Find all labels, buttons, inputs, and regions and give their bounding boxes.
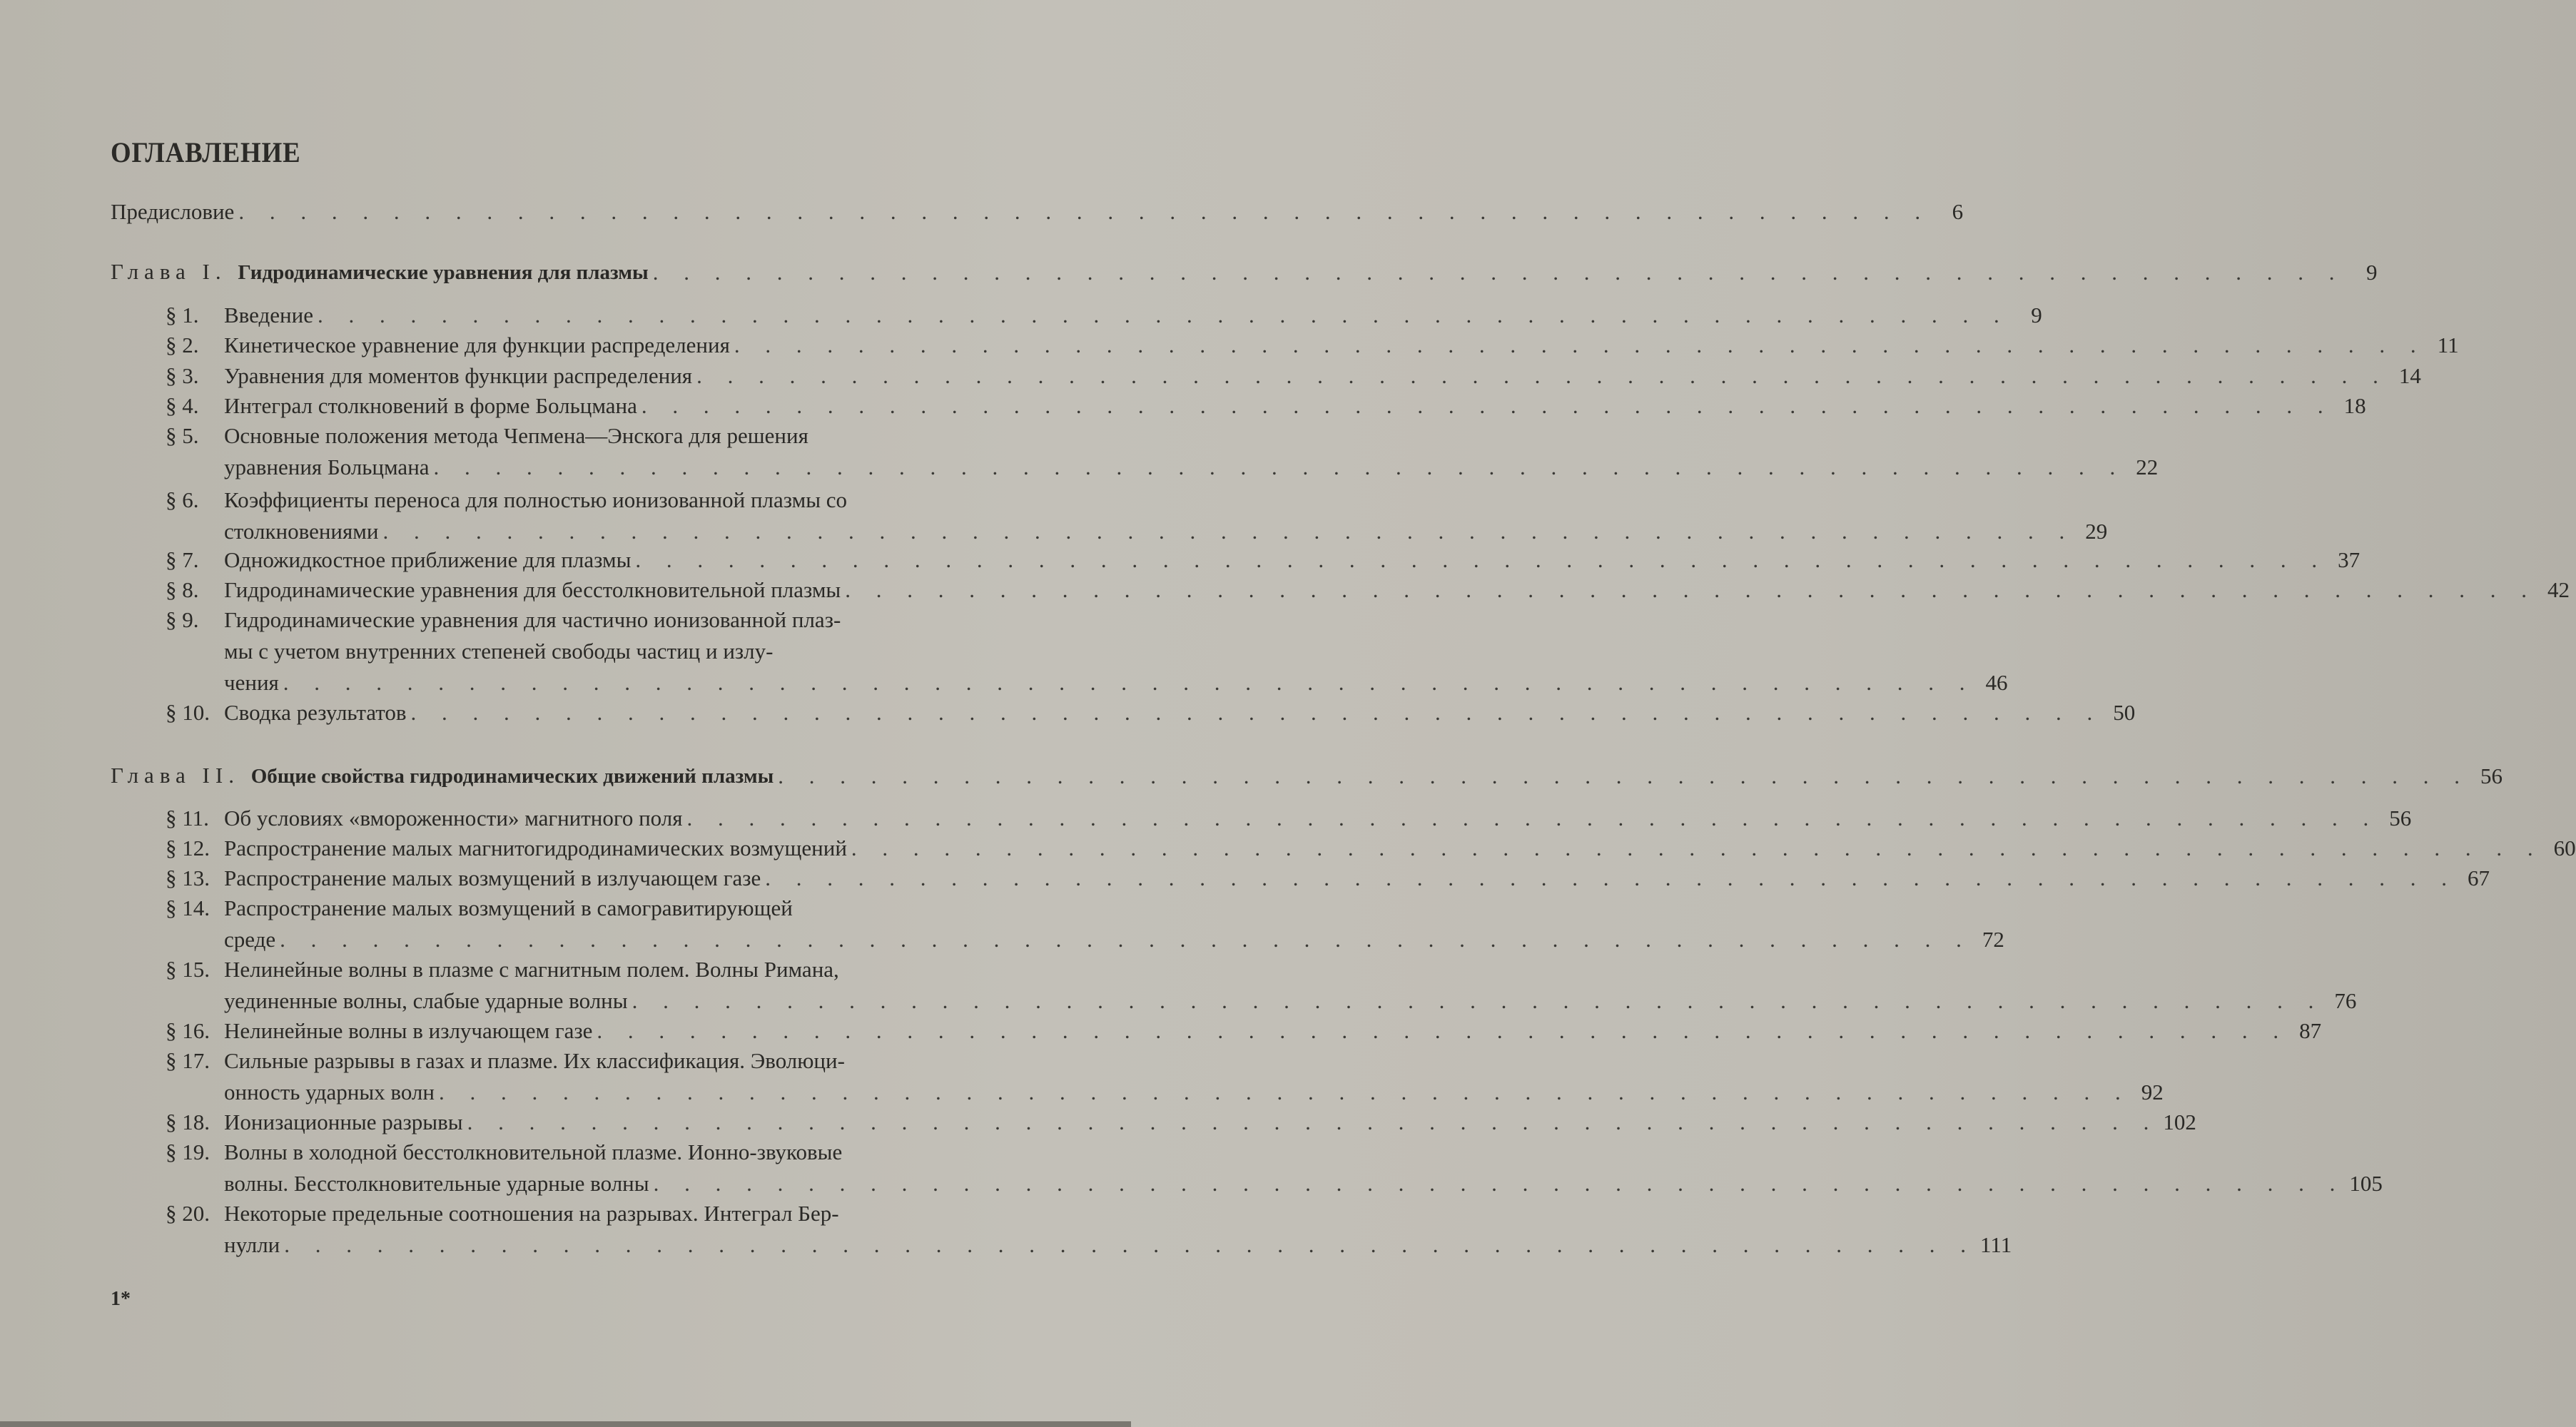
- section-title-text: Нелинейные волны в плазме с магнитным полем. Волны Римана,: [224, 957, 839, 982]
- page-number: 60: [2553, 836, 2576, 860]
- page-number: 102: [2163, 1109, 2196, 1134]
- section-title-text: Сильные разрывы в газах и плазме. Их классификация. Эволюци-: [224, 1048, 845, 1073]
- dot-leader: . . . . . . . . . . . . . . . . . . . . . . . . . . . . . . . . . . . . . . . . . . . . . . . . . . . . . . .: [635, 547, 2328, 572]
- section-title-text: Введение: [224, 303, 313, 327]
- printer-signature: 1*: [111, 1288, 131, 1310]
- dot-leader: . . . . . . . . . . . . . . . . . . . . . . . . . . . . . . . . . . . . . . . . . . . . . . . . . . . . . . .: [597, 1018, 2289, 1043]
- toc-entry-section: [166, 547, 2361, 574]
- dot-leader: . . . . . . . . . . . . . . . . . . . . . . . . . . . . . . . . . . . . . . . . . . . . . . . . . . . . . . .: [652, 260, 2345, 285]
- toc-entry-section: [166, 577, 2570, 604]
- section-title-text: Распространение малых возмущений в самогравитирующей: [224, 895, 793, 920]
- entry-title: [166, 1017, 592, 1045]
- section-title-text: нулли: [224, 1232, 280, 1257]
- dot-leader: . . . . . . . . . . . . . . . . . . . . . . . . . . . . . . . . . . . . . . . . . . . . . . . . . . . . . . .: [845, 577, 2537, 602]
- section-title-text: Волны в холодной бесстолкновительной плазме. Ионно-звуковые: [224, 1139, 843, 1164]
- page-edge: [0, 1421, 1131, 1427]
- entry-title: [166, 577, 841, 604]
- page-number: 56: [2389, 806, 2412, 831]
- chapter-title: Общие свойства гидродинамических движений плазмы: [250, 765, 774, 788]
- page-number: 105: [2349, 1171, 2383, 1196]
- toc-entry-section: [166, 805, 2412, 832]
- page-number: 67: [2468, 865, 2490, 890]
- section-number: § 17.: [166, 1048, 210, 1073]
- toc-entry-section: [166, 362, 2421, 390]
- dot-leader: . . . . . . . . . . . . . . . . . . . . . . . . . . . . . . . . . . . . . . . . . . . . . . . . . . . . . . .: [284, 1232, 1977, 1257]
- entry-title: [224, 669, 279, 696]
- entry-title: [166, 392, 637, 420]
- page-number: 11: [2437, 332, 2459, 357]
- page-number: 76: [2334, 988, 2357, 1013]
- dot-leader: . . . . . . . . . . . . . . . . . . . . . . . . . . . . . . . . . . . . . . . . . . . . . . . . . . . . . . .: [433, 454, 2126, 479]
- section-title-text: столкновениями: [224, 519, 379, 544]
- page-title: ОГЛАВЛЕНИЕ: [111, 136, 301, 168]
- dot-leader: . . . . . . . . . . . . . . . . . . . . . . . . . . . . . . . . . . . . . . . . . . . . . . . . . . . . . . .: [632, 988, 2324, 1013]
- entry-title: [111, 198, 234, 225]
- section-number: § 10.: [166, 700, 210, 725]
- toc-entry-section: [166, 835, 2576, 862]
- section-first-line: [166, 1047, 845, 1075]
- preface-label: Предисловие: [111, 199, 235, 224]
- page-number: 50: [2113, 700, 2136, 725]
- section-title-text: Гидродинамические уравнения для частично ионизованной плаз-: [224, 607, 841, 632]
- section-title-text: Гидродинамические уравнения для бесстолкновительной плазмы: [224, 577, 841, 602]
- dot-leader: . . . . . . . . . . . . . . . . . . . . . . . . . . . . . . . . . . . . . . . . . . . . . . . . . . . . . . .: [317, 303, 2009, 327]
- section-number: § 19.: [166, 1139, 210, 1164]
- section-number: § 13.: [166, 865, 210, 890]
- entry-title: [166, 805, 683, 832]
- section-number: § 16.: [166, 1018, 210, 1043]
- section-title-text: уравнения Больцмана: [224, 454, 430, 479]
- section-title-text: Об условиях «вмороженности» магнитного поля: [224, 806, 683, 831]
- entry-title: [224, 518, 378, 545]
- dot-leader: . . . . . . . . . . . . . . . . . . . . . . . . . . . . . . . . . . . . . . . . . . . . . . . . . . . . . . .: [410, 700, 2103, 725]
- dot-leader: . . . . . . . . . . . . . . . . . . . . . . . . . . . . . . . . . . . . . . . . . . . . . . . . . . . . . . .: [641, 393, 2333, 418]
- section-title-text: волны. Бесстолкновительные ударные волны: [224, 1171, 649, 1196]
- toc-entry-section: [224, 1170, 2383, 1197]
- toc-entry-section: [166, 699, 2136, 726]
- page-number: 9: [2365, 260, 2378, 285]
- section-title-text: Интеграл столкновений в форме Больцмана: [224, 393, 637, 418]
- section-title-text: Сводка результатов: [224, 700, 407, 725]
- page-number: 46: [1985, 670, 2008, 695]
- page-number: 37: [2338, 547, 2361, 572]
- toc-entry-section: [224, 1079, 2164, 1106]
- section-number: § 6.: [166, 487, 199, 512]
- entry-title: [166, 865, 761, 892]
- page-number: 22: [2136, 454, 2159, 479]
- toc-entry-section: [166, 302, 2042, 329]
- section-number: § 20.: [166, 1201, 210, 1226]
- section-first-line: [166, 422, 808, 450]
- dot-leader: . . . . . . . . . . . . . . . . . . . . . . . . . . . . . . . . . . . . . . . . . . . . . . . . . . . . . . .: [438, 1080, 2131, 1104]
- section-title-text: Распространение малых возмущений в излучающем газе: [224, 865, 761, 890]
- section-first-line: [166, 956, 839, 983]
- entry-title: [224, 987, 628, 1015]
- section-number: § 4.: [166, 393, 199, 418]
- section-title-text: чения: [224, 670, 279, 695]
- toc-entry-section: [224, 518, 2108, 545]
- section-title-text: онность ударных волн: [224, 1080, 435, 1104]
- toc-entry-preface: [111, 198, 1964, 225]
- dot-leader: . . . . . . . . . . . . . . . . . . . . . . . . . . . . . . . . . . . . . . . . . . . . . . . . . . . . . . .: [238, 199, 1931, 224]
- section-continuation-line: мы с учетом внутренних степеней свободы частиц и излу-: [224, 639, 774, 664]
- section-first-line: [166, 1200, 839, 1227]
- entry-title: [224, 1170, 649, 1197]
- entry-title: [166, 362, 692, 390]
- toc-entry-chapter: [111, 258, 2378, 286]
- page-number: 29: [2085, 519, 2108, 544]
- toc-entry-section: [224, 1232, 2012, 1259]
- page-number: 87: [2299, 1018, 2322, 1043]
- dot-leader: . . . . . . . . . . . . . . . . . . . . . . . . . . . . . . . . . . . . . . . . . . . . . . . . . . . . . . .: [851, 836, 2543, 860]
- section-title-text: Ионизационные разрывы: [224, 1109, 463, 1134]
- dot-leader: . . . . . . . . . . . . . . . . . . . . . . . . . . . . . . . . . . . . . . . . . . . . . . . . . . . . . . .: [734, 332, 2426, 357]
- entry-title: [166, 302, 313, 329]
- chapter-label: Глава I.: [111, 259, 238, 284]
- dot-leader: . . . . . . . . . . . . . . . . . . . . . . . . . . . . . . . . . . . . . . . . . . . . . . . . . . . . . . .: [765, 865, 2458, 890]
- section-number: § 11.: [166, 806, 209, 831]
- section-title-text: Одножидкостное приближение для плазмы: [224, 547, 632, 572]
- dot-leader: . . . . . . . . . . . . . . . . . . . . . . . . . . . . . . . . . . . . . . . . . . . . . . . . . . . . . . .: [467, 1109, 2159, 1134]
- entry-title: [166, 332, 730, 359]
- section-number: § 14.: [166, 895, 210, 920]
- entry-title: [224, 454, 430, 481]
- section-title-text: Распространение малых магнитогидродинамических возмущений: [224, 836, 847, 860]
- toc-entry-section: [224, 926, 2004, 953]
- section-number: § 18.: [166, 1109, 210, 1134]
- chapter-title: Гидродинамические уравнения для плазмы: [238, 261, 649, 284]
- entry-title: [111, 258, 649, 286]
- dot-leader: . . . . . . . . . . . . . . . . . . . . . . . . . . . . . . . . . . . . . . . . . . . . . . . . . . . . . . .: [283, 670, 1975, 695]
- toc-entry-section: [224, 669, 2008, 696]
- chapter-label: Глава II.: [111, 763, 251, 788]
- section-number: § 7.: [166, 547, 199, 572]
- page-number: 56: [2480, 763, 2503, 788]
- section-number: § 12.: [166, 836, 210, 860]
- section-title-text: Основные положения метода Чепмена—Энскога для решения: [224, 423, 808, 448]
- toc-entry-section: [166, 1017, 2322, 1045]
- dot-leader: . . . . . . . . . . . . . . . . . . . . . . . . . . . . . . . . . . . . . . . . . . . . . . . . . . . . . . .: [653, 1171, 2346, 1196]
- toc-entry-section: [166, 1109, 2196, 1136]
- entry-title: [224, 1079, 435, 1106]
- entry-title: [111, 762, 774, 790]
- toc-entry-section: [166, 865, 2490, 892]
- page-number: 92: [2141, 1080, 2164, 1104]
- entry-title: [166, 1109, 463, 1136]
- entry-title: [166, 699, 407, 726]
- section-title-text: среде: [224, 927, 276, 952]
- entry-title: [224, 1232, 280, 1259]
- toc-entry-section: [166, 332, 2459, 359]
- page-number: 72: [1982, 927, 2004, 952]
- section-number: § 5.: [166, 423, 199, 448]
- dot-leader: . . . . . . . . . . . . . . . . . . . . . . . . . . . . . . . . . . . . . . . . . . . . . . . . . . . . . . .: [382, 519, 2075, 544]
- section-title-text: уединенные волны, слабые ударные волны: [224, 988, 628, 1013]
- toc-entry-section: [224, 454, 2159, 481]
- page-number: 9: [2031, 303, 2042, 327]
- dot-leader: . . . . . . . . . . . . . . . . . . . . . . . . . . . . . . . . . . . . . . . . . . . . . . . . . . . . . . .: [696, 363, 2388, 388]
- page-number: 6: [1952, 199, 1964, 224]
- toc-entry-chapter: [111, 762, 2503, 790]
- section-number: § 15.: [166, 957, 210, 982]
- dot-leader: . . . . . . . . . . . . . . . . . . . . . . . . . . . . . . . . . . . . . . . . . . . . . . . . . . . . . . .: [280, 927, 1972, 952]
- section-title-text: Уравнения для моментов функции распределения: [224, 363, 693, 388]
- page-number: 18: [2343, 393, 2366, 418]
- entry-title: [224, 926, 275, 953]
- section-number: § 8.: [166, 577, 199, 602]
- section-first-line: [166, 895, 793, 922]
- toc-entry-section: [166, 392, 2366, 420]
- section-first-line: [166, 487, 847, 514]
- dot-leader: . . . . . . . . . . . . . . . . . . . . . . . . . . . . . . . . . . . . . . . . . . . . . . . . . . . . . . .: [686, 806, 2379, 831]
- dot-leader: . . . . . . . . . . . . . . . . . . . . . . . . . . . . . . . . . . . . . . . . . . . . . . . . . . . . . . .: [778, 763, 2470, 788]
- section-title-text: Коэффициенты переноса для полностью ионизованной плазмы со: [224, 487, 848, 512]
- section-number: § 9.: [166, 607, 199, 632]
- toc-entry-section: [224, 987, 2357, 1015]
- page-number: 14: [2398, 363, 2421, 388]
- section-first-line: [166, 1139, 842, 1166]
- section-number: § 1.: [166, 303, 199, 327]
- section-number: § 3.: [166, 363, 199, 388]
- section-first-line: [166, 606, 841, 634]
- entry-title: [166, 835, 847, 862]
- entry-title: [166, 547, 631, 574]
- section-number: § 2.: [166, 332, 199, 357]
- section-title-text: Некоторые предельные соотношения на разрывах. Интеграл Бер-: [224, 1201, 839, 1226]
- page-number: 42: [2547, 577, 2570, 602]
- section-title-text: Нелинейные волны в излучающем газе: [224, 1018, 593, 1043]
- section-title-text: Кинетическое уравнение для функции распределения: [224, 332, 730, 357]
- page-number: 111: [1980, 1232, 2012, 1257]
